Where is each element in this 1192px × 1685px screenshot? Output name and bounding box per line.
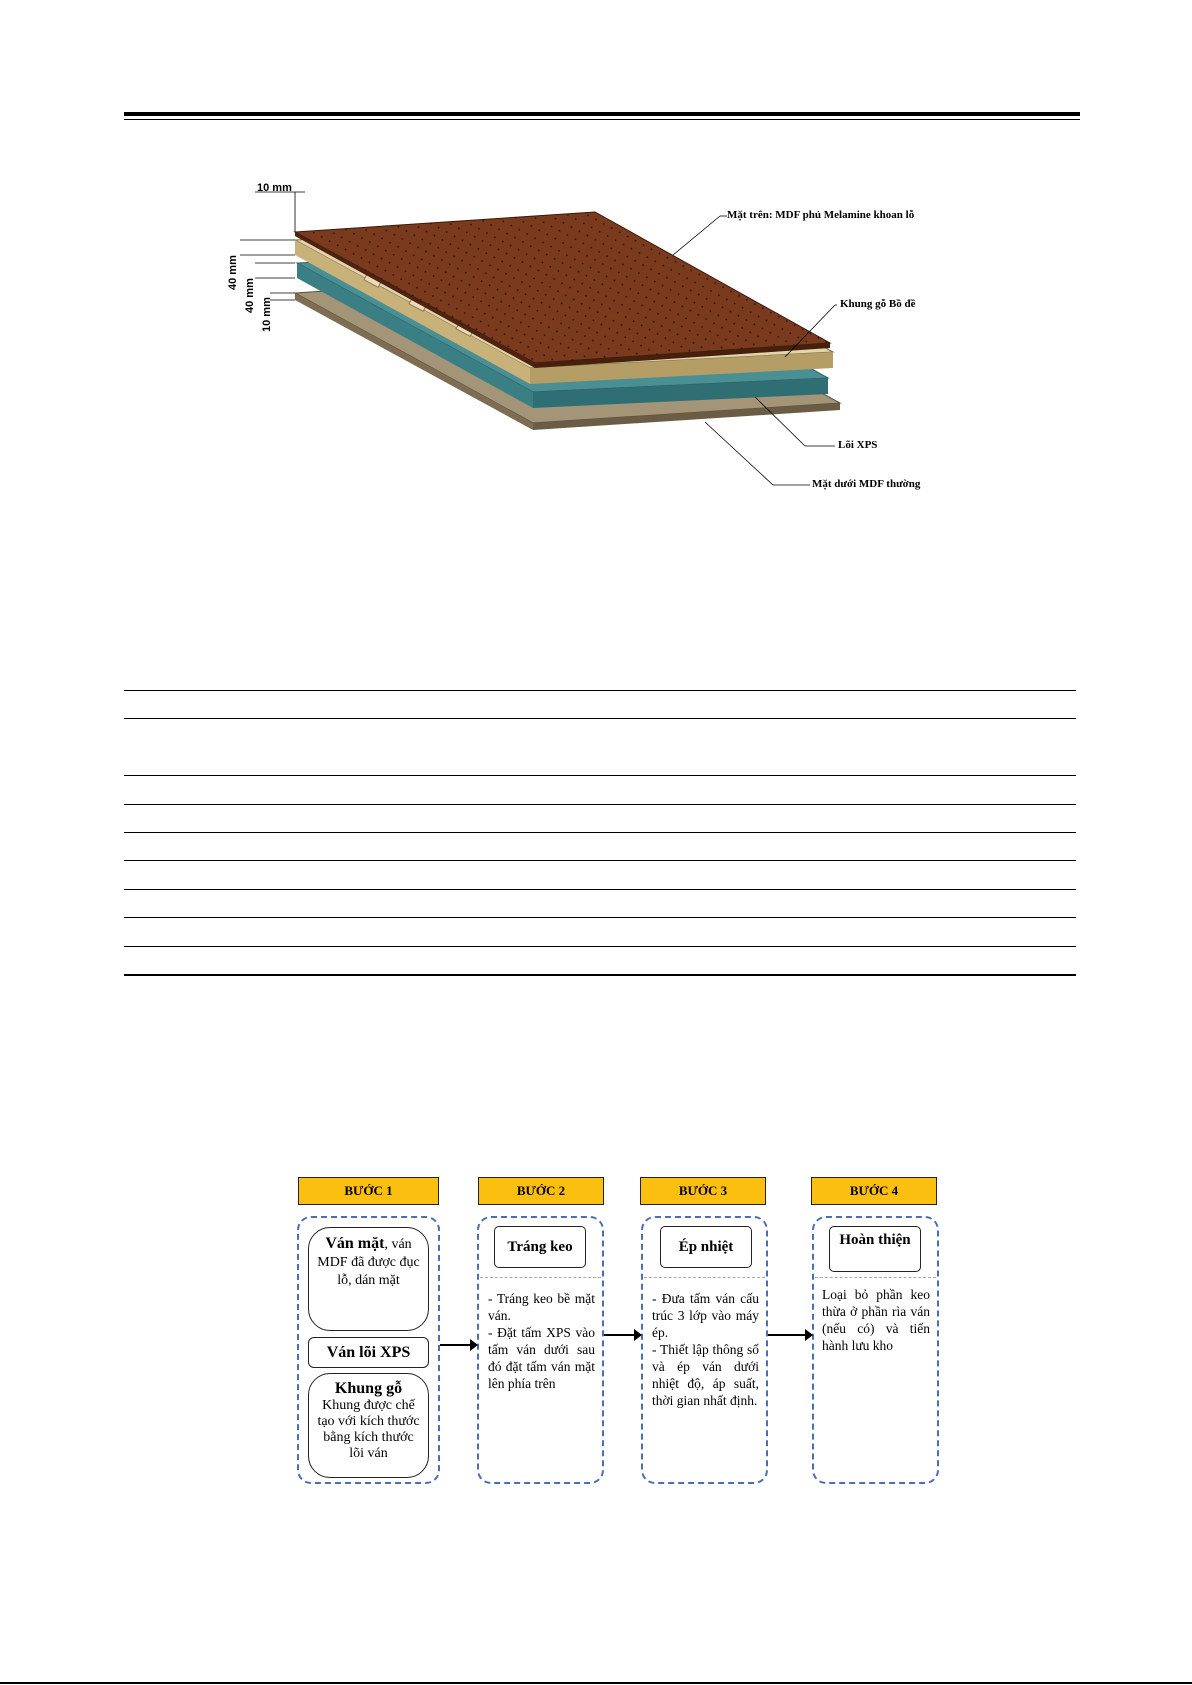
callout-bottom-layer: Mặt dưới MDF thường (812, 478, 921, 490)
step-2-line-2: - Đặt tấm XPS vào tấm ván dưới sau đó đặt tấm ván mặt lên phía trên (488, 1325, 595, 1391)
step-4-separator (815, 1277, 936, 1278)
step-2-description (488, 1290, 595, 1392)
xps-core-title: Ván lõi XPS (326, 1344, 411, 1361)
callout-core: Lõi XPS (838, 439, 878, 451)
face-board-title: Ván mặt (325, 1235, 385, 1252)
callout-frame: Khung gỗ Bồ đề (840, 298, 916, 310)
callout-top-layer: Mặt trên: MDF phủ Melamine khoan lỗ (727, 209, 915, 221)
step-3-title: Ép nhiệt (660, 1226, 752, 1268)
step-4-header: BƯỚC 4 (811, 1177, 937, 1205)
core-thickness-dimension: 40 mm (244, 278, 256, 313)
top-offset-dimension: 10 mm (257, 182, 292, 194)
step-2-separator (480, 1277, 601, 1278)
step-4-title: Hoàn thiện (829, 1226, 921, 1272)
step-1-face-board-bubble (308, 1227, 429, 1331)
step-2-header: BƯỚC 2 (478, 1177, 604, 1205)
step-1-header: BƯỚC 1 (298, 1177, 439, 1205)
step-3-header: BƯỚC 3 (640, 1177, 766, 1205)
frame-title: Khung gỗ (334, 1380, 403, 1397)
step-2-title: Tráng keo (494, 1226, 586, 1268)
arrow-step-1-to-2 (440, 1344, 476, 1346)
arrow-step-3-to-4 (768, 1334, 811, 1336)
footer-rule (0, 1682, 1192, 1684)
step-4-description (822, 1286, 930, 1354)
bottom-thickness-dimension: 10 mm (261, 297, 273, 332)
step-3-description (652, 1290, 759, 1409)
step-4-line-1: Loại bỏ phần keo thừa ở phần rìa ván (nếu có) và tiến hành lưu kho (822, 1287, 930, 1353)
face-board-text: , ván MDF đã được đục lỗ, dán mặt (317, 1237, 420, 1288)
sandwich-panel-figure (225, 160, 1015, 545)
frame-text: Khung được chế tạo với kích thước bằng kích thước lõi ván (317, 1398, 420, 1461)
step-3-separator (644, 1277, 765, 1278)
step-2-line-1: - Tráng keo bề mặt ván. (488, 1291, 595, 1323)
step-3-line-1: - Đưa tấm ván cấu trúc 3 lớp vào máy ép. (652, 1291, 759, 1340)
frame-thickness-dimension: 40 mm (227, 255, 239, 290)
arrow-step-2-to-3 (604, 1334, 640, 1336)
step-3-line-2: - Thiết lập thông số và ép ván dưới nhiệt độ, áp suất, thời gian nhất định. (652, 1342, 759, 1408)
step-1-xps-core-bubble (308, 1337, 429, 1368)
step-1-frame-bubble (308, 1373, 429, 1478)
